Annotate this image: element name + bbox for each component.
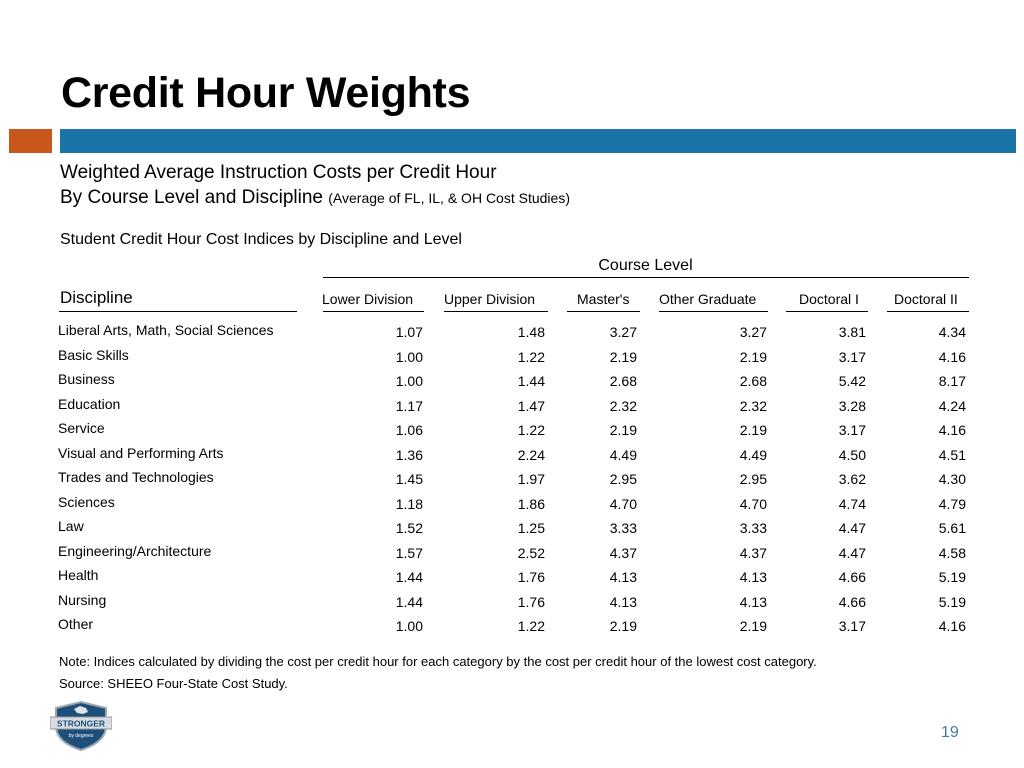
discipline-cell: Law	[58, 518, 84, 534]
upper-division-cell: 1.22	[517, 618, 545, 634]
column-header-rule-doctoral-i	[786, 311, 868, 312]
column-header-rule-upper-division	[444, 311, 548, 312]
doctoral-i-cell: 3.81	[838, 324, 866, 340]
table-title: Student Credit Hour Cost Indices by Discipline and Level	[60, 231, 462, 248]
other-graduate-cell: 3.33	[739, 520, 767, 536]
column-header-masters: Master's	[577, 291, 630, 307]
doctoral-ii-cell: 4.30	[938, 471, 966, 487]
upper-division-cell: 2.24	[517, 446, 545, 463]
discipline-cell: Service	[58, 420, 105, 436]
masters-cell: 4.13	[609, 593, 637, 610]
lower-division-cell: 1.06	[395, 422, 423, 438]
masters-cell: 2.19	[609, 422, 637, 438]
doctoral-ii-cell: 4.79	[938, 495, 966, 512]
lower-division-cell: 1.44	[395, 569, 423, 585]
doctoral-ii-cell: 5.19	[938, 569, 966, 585]
logo-text-main: STRONGER	[56, 718, 106, 729]
doctoral-i-cell: 4.47	[838, 544, 866, 561]
slide-title: Credit Hour Weights	[61, 69, 471, 117]
doctoral-ii-cell: 5.19	[938, 593, 966, 610]
upper-division-cell: 1.86	[517, 495, 545, 512]
other-graduate-cell: 4.13	[739, 593, 767, 610]
doctoral-ii-cell: 8.17	[938, 373, 966, 389]
title-accent-square	[9, 129, 52, 153]
other-graduate-cell: 4.37	[739, 544, 767, 561]
other-graduate-cell: 3.27	[739, 324, 767, 340]
other-graduate-cell: 4.49	[739, 446, 767, 463]
discipline-cell: Sciences	[58, 493, 115, 510]
upper-division-cell: 1.97	[517, 471, 545, 487]
doctoral-i-cell: 3.62	[838, 471, 866, 487]
discipline-cell: Basic Skills	[58, 346, 129, 363]
subtitle-line-2-main: By Course Level and Discipline	[60, 187, 323, 208]
lower-division-cell: 1.00	[395, 618, 423, 634]
other-graduate-cell: 2.32	[739, 397, 767, 414]
table-row	[0, 345, 1024, 370]
lower-division-cell: 1.17	[395, 397, 423, 414]
column-header-doctoral-i: Doctoral I	[799, 291, 859, 307]
subtitle-line-2-note: (Average of FL, IL, & OH Cost Studies)	[328, 190, 570, 206]
table-row	[0, 565, 1024, 590]
column-header-rule-lower-division	[323, 311, 424, 312]
table-row	[0, 467, 1024, 492]
table-row	[0, 614, 1024, 639]
doctoral-i-cell: 3.17	[838, 348, 866, 365]
column-header-doctoral-ii: Doctoral II	[894, 291, 958, 307]
table-row	[0, 492, 1024, 517]
lower-division-cell: 1.57	[395, 544, 423, 561]
lower-division-cell: 1.45	[395, 471, 423, 487]
doctoral-ii-cell: 4.16	[938, 618, 966, 634]
source-text: Source: SHEEO Four-State Cost Study.	[59, 676, 288, 691]
table-row	[0, 443, 1024, 468]
title-accent-bar	[60, 129, 1016, 153]
upper-division-cell: 1.47	[517, 397, 545, 414]
doctoral-i-cell: 3.17	[838, 422, 866, 438]
other-graduate-cell: 2.95	[739, 471, 767, 487]
table-row	[0, 541, 1024, 566]
column-header-lower-division: Lower Division	[322, 291, 414, 307]
upper-division-cell: 1.22	[517, 422, 545, 438]
table-row	[0, 394, 1024, 419]
course-level-header: Course Level	[598, 257, 693, 274]
other-graduate-cell: 4.13	[739, 569, 767, 585]
lower-division-cell: 1.00	[395, 348, 423, 365]
table-row	[0, 320, 1024, 345]
discipline-cell: Other	[58, 616, 94, 632]
doctoral-i-cell: 4.50	[838, 446, 866, 463]
doctoral-i-cell: 4.66	[838, 569, 866, 585]
column-header-upper-division: Upper Division	[444, 291, 536, 307]
masters-cell: 4.49	[609, 446, 637, 463]
table-row	[0, 418, 1024, 443]
subtitle-line-2	[60, 186, 570, 210]
page-number: 19	[941, 724, 959, 741]
discipline-cell: Education	[58, 395, 121, 412]
doctoral-i-cell: 3.28	[838, 397, 866, 414]
discipline-cell: Liberal Arts, Math, Social Sciences	[58, 322, 274, 338]
note-text: Note: Indices calculated by dividing the cost per credit hour for each category by the cost per credit hour of the lowest cost category.	[59, 654, 817, 669]
discipline-cell: Engineering/Architecture	[58, 542, 212, 559]
doctoral-i-cell: 4.74	[838, 495, 866, 512]
doctoral-ii-cell: 4.51	[938, 446, 966, 463]
logo-text-sub: by degrees	[68, 733, 94, 739]
upper-division-cell: 2.52	[517, 544, 545, 561]
subtitle-line-1: Weighted Average Instruction Costs per Credit Hour	[60, 162, 497, 183]
doctoral-ii-cell: 4.16	[938, 422, 966, 438]
lower-division-cell: 1.52	[395, 520, 423, 536]
masters-cell: 3.33	[609, 520, 637, 536]
lower-division-cell: 1.00	[395, 373, 423, 389]
masters-cell: 2.19	[609, 618, 637, 634]
stronger-by-degrees-logo	[50, 700, 112, 752]
doctoral-ii-cell: 4.58	[938, 544, 966, 561]
column-header-rule-doctoral-ii	[887, 311, 969, 312]
course-level-rule	[323, 277, 969, 278]
discipline-cell: Business	[58, 371, 115, 387]
column-header-rule-discipline	[59, 311, 297, 312]
doctoral-i-cell: 4.66	[838, 593, 866, 610]
table-row	[0, 590, 1024, 615]
other-graduate-cell: 2.19	[739, 348, 767, 365]
doctoral-ii-cell: 4.16	[938, 348, 966, 365]
masters-cell: 2.68	[609, 373, 637, 389]
doctoral-i-cell: 4.47	[838, 520, 866, 536]
masters-cell: 4.13	[609, 569, 637, 585]
column-header-rule-other-graduate	[659, 311, 768, 312]
upper-division-cell: 1.22	[517, 348, 545, 365]
shield-logo-icon	[50, 700, 112, 752]
upper-division-cell: 1.76	[517, 593, 545, 610]
doctoral-ii-cell: 4.34	[938, 324, 966, 340]
other-graduate-cell: 4.70	[739, 495, 767, 512]
upper-division-cell: 1.44	[517, 373, 545, 389]
masters-cell: 4.37	[609, 544, 637, 561]
masters-cell: 2.32	[609, 397, 637, 414]
column-header-other-graduate: Other Graduate	[659, 291, 757, 307]
discipline-cell: Trades and Technologies	[58, 469, 214, 485]
doctoral-ii-cell: 5.61	[938, 520, 966, 536]
upper-division-cell: 1.76	[517, 569, 545, 585]
table-body	[0, 320, 1024, 639]
upper-division-cell: 1.48	[517, 324, 545, 340]
lower-division-cell: 1.07	[395, 324, 423, 340]
masters-cell: 2.95	[609, 471, 637, 487]
other-graduate-cell: 2.68	[739, 373, 767, 389]
discipline-cell: Visual and Performing Arts	[58, 444, 224, 461]
table-row	[0, 516, 1024, 541]
upper-division-cell: 1.25	[517, 520, 545, 536]
lower-division-cell: 1.36	[395, 446, 423, 463]
column-header-discipline: Discipline	[60, 288, 133, 307]
masters-cell: 4.70	[609, 495, 637, 512]
discipline-cell: Health	[58, 567, 99, 583]
table-note	[59, 651, 817, 695]
other-graduate-cell: 2.19	[739, 422, 767, 438]
lower-division-cell: 1.44	[395, 593, 423, 610]
table-row	[0, 369, 1024, 394]
doctoral-ii-cell: 4.24	[938, 397, 966, 414]
discipline-cell: Nursing	[58, 591, 107, 608]
lower-division-cell: 1.18	[395, 495, 423, 512]
doctoral-i-cell: 5.42	[838, 373, 866, 389]
doctoral-i-cell: 3.17	[838, 618, 866, 634]
column-header-rule-masters	[567, 311, 640, 312]
other-graduate-cell: 2.19	[739, 618, 767, 634]
masters-cell: 3.27	[609, 324, 637, 340]
masters-cell: 2.19	[609, 348, 637, 365]
